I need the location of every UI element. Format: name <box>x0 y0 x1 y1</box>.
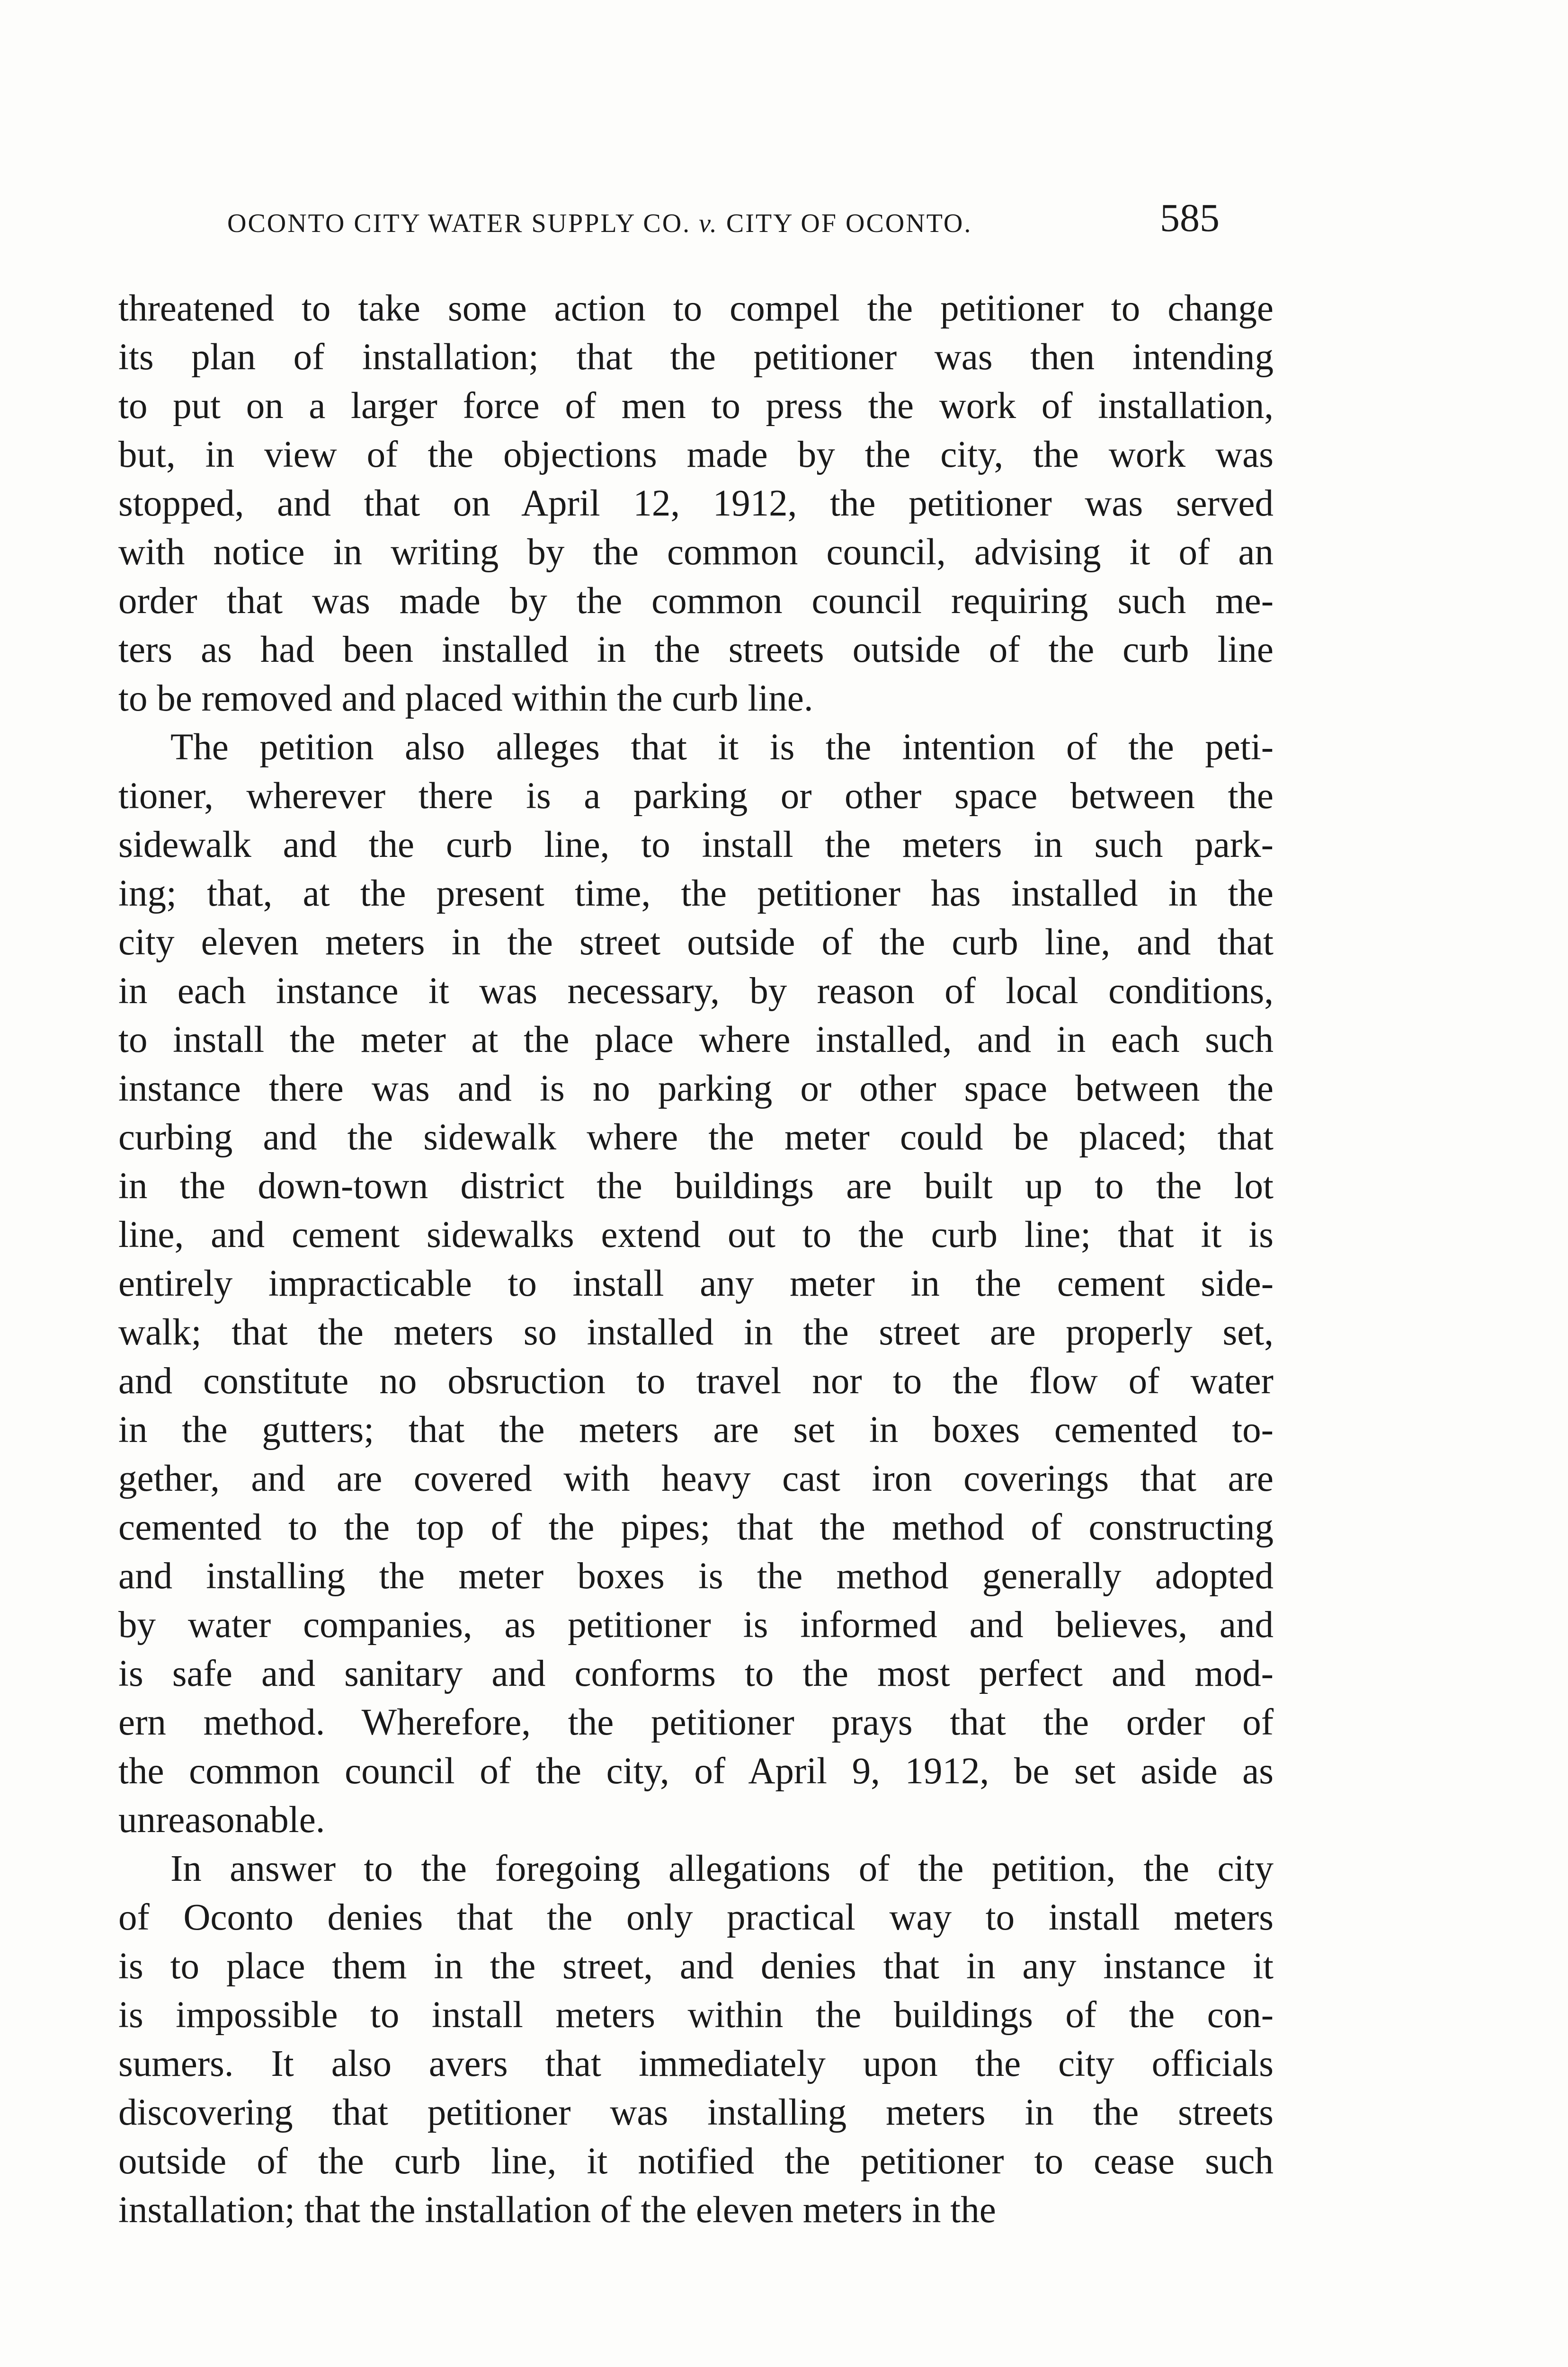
text-line: in each instance it was necessary, by reason of local conditions, <box>118 970 1274 1012</box>
text-line: walk; that the meters so installed in the street are properly set, <box>118 1312 1274 1353</box>
running-title-suffix: CITY OF OCONTO. <box>726 209 972 238</box>
text-line: gether, and are covered with heavy cast iron coverings that are <box>118 1458 1274 1499</box>
text-line: ing; that, at the present time, the petitioner has installed in the <box>118 873 1274 914</box>
text-line: outside of the curb line, it notified the petitioner to cease such <box>118 2141 1274 2182</box>
text-line: by water companies, as petitioner is informed and believes, and <box>118 1604 1274 1646</box>
text-line: unreasonable. <box>118 1799 325 1841</box>
text-line: order that was made by the common council requiring such me- <box>118 580 1274 622</box>
text-line: installation; that the installation of the eleven meters in the <box>118 2189 996 2231</box>
text-line: and installing the meter boxes is the method generally adopted <box>118 1556 1274 1597</box>
text-line: stopped, and that on April 12, 1912, the petitioner was served <box>118 483 1274 524</box>
paragraph-1 <box>118 284 1274 723</box>
text-line: the common council of the city, of April 9, 1912, be set aside as <box>118 1751 1274 1792</box>
text-line: tioner, wherever there is a parking or other space between the <box>118 775 1274 817</box>
text-line: The petition also alleges that it is the intention of the peti- <box>170 727 1274 768</box>
text-line: ern method. Wherefore, the petitioner prays that the order of <box>118 1702 1274 1743</box>
text-line: entirely impracticable to install any meter in the cement side- <box>118 1263 1274 1304</box>
text-line: sumers. It also avers that immediately upon the city officials <box>118 2043 1274 2084</box>
text-line: sidewalk and the curb line, to install the meters in such park- <box>118 824 1274 865</box>
text-line: its plan of installation; that the petitioner was then intending <box>118 337 1274 378</box>
page-number: 585 <box>1160 196 1220 240</box>
text-line: line, and cement sidewalks extend out to the curb line; that it is <box>118 1214 1274 1255</box>
text-line: to install the meter at the place where installed, and in each such <box>118 1019 1274 1060</box>
text-line: to be removed and placed within the curb line. <box>118 678 813 719</box>
text-line: in the down-town district the buildings are built up to the lot <box>118 1166 1274 1207</box>
text-line: curbing and the sidewalk where the meter could be placed; that <box>118 1117 1274 1158</box>
paragraph-2 <box>118 723 1274 1844</box>
text-line: city eleven meters in the street outside of the curb line, and that <box>118 922 1274 963</box>
body-text <box>118 284 1274 2234</box>
text-line: is safe and sanitary and conforms to the most perfect and mod- <box>118 1653 1274 1694</box>
text-line: cemented to the top of the pipes; that the method of constructing <box>118 1507 1274 1548</box>
running-head <box>227 208 1269 239</box>
text-line: In answer to the foregoing allegations of the petition, the city <box>170 1848 1274 1889</box>
text-line: instance there was and is no parking or other space between the <box>118 1068 1274 1109</box>
text-line: in the gutters; that the meters are set in boxes cemented to- <box>118 1409 1274 1450</box>
running-title-prefix: OCONTO CITY WATER SUPPLY CO. <box>227 209 691 238</box>
text-line: ters as had been installed in the streets outside of the curb line <box>118 629 1274 670</box>
text-line: threatened to take some action to compel the petitioner to change <box>118 288 1274 329</box>
text-line: and constitute no obsruction to travel nor to the flow of water <box>118 1361 1274 1402</box>
text-line: of Oconto denies that the only practical way to install meters <box>118 1897 1274 1938</box>
text-line: is to place them in the street, and denies that in any instance it <box>118 1946 1274 1987</box>
text-line: but, in view of the objections made by the city, the work was <box>118 434 1274 475</box>
text-line: is impossible to install meters within the buildings of the con- <box>118 1994 1274 2036</box>
running-title-versus: v. <box>699 209 718 238</box>
text-line: to put on a larger force of men to press the work of installation, <box>118 385 1274 427</box>
text-line: discovering that petitioner was installing meters in the streets <box>118 2092 1274 2133</box>
text-line: with notice in writing by the common council, advising it of an <box>118 532 1274 573</box>
paragraph-3 <box>118 1844 1274 2234</box>
